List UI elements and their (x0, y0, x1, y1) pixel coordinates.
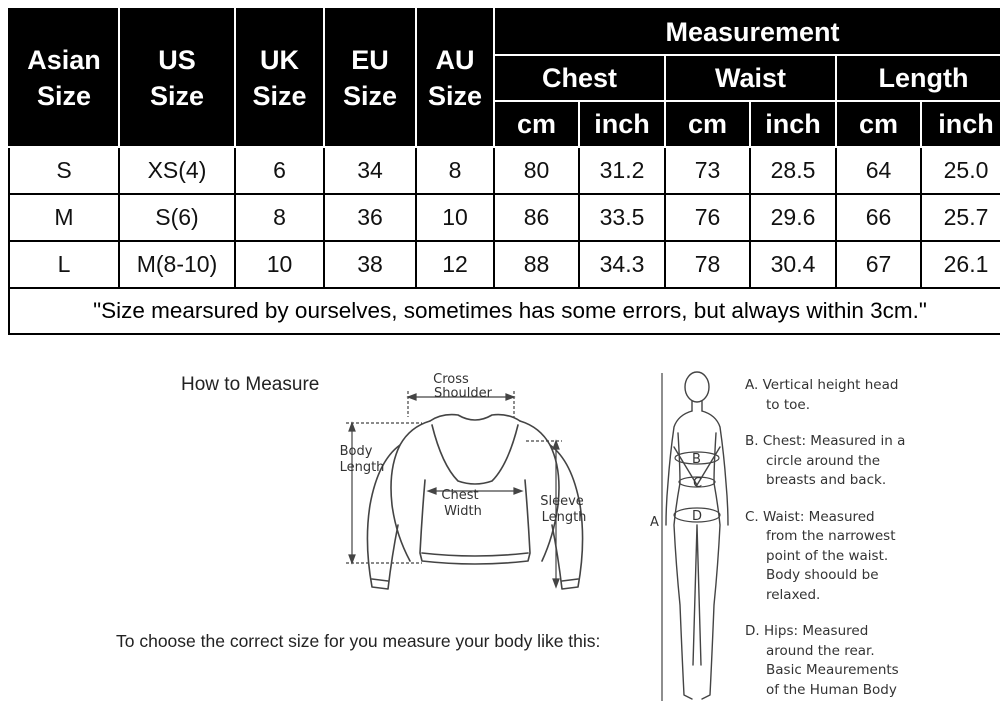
label-cross-shoulder: Shoulder (434, 386, 492, 401)
body-figure (640, 365, 740, 710)
header-chest: Chest (494, 55, 665, 101)
table-cell: 25.7 (921, 194, 1000, 241)
table-cell: S (9, 147, 119, 194)
size-chart-table (8, 8, 1000, 335)
header-unit: inch (921, 101, 1000, 147)
marker-d: D (692, 509, 703, 524)
table-cell: M (9, 194, 119, 241)
label-sleeve-length: Sleeve (540, 494, 584, 509)
table-cell: 36 (324, 194, 416, 241)
table-cell: 80 (494, 147, 579, 194)
table-row (9, 147, 1000, 194)
table-cell: L (9, 241, 119, 288)
header-asian-size: Asian Size (9, 9, 119, 147)
header-uk-size: UK Size (235, 9, 324, 147)
table-cell: 10 (235, 241, 324, 288)
definition-item (745, 508, 995, 606)
definition-line: Basic Meaurements (766, 662, 899, 678)
definition-item (745, 622, 995, 700)
label-body-length: Body (339, 444, 373, 459)
table-cell: 76 (665, 194, 750, 241)
header-waist: Waist (665, 55, 836, 101)
header-eu-size: EU Size (324, 9, 416, 147)
measure-instruction: To choose the correct size for you measure your body like this: (116, 631, 601, 651)
header-unit: inch (579, 101, 665, 147)
header-measurement: Measurement (494, 9, 1000, 55)
definition-line: Body shoould be (766, 567, 879, 583)
label-chest-width: Chest (441, 488, 479, 503)
definition-line: from the narrowest (766, 528, 896, 544)
definition-line: B. Chest: Measured in a (745, 433, 906, 449)
sweater-diagram (330, 365, 620, 605)
table-cell: 34 (324, 147, 416, 194)
definition-line: A. Vertical height head (745, 377, 899, 393)
definition-line: of the Human Body (766, 681, 897, 698)
header-length: Length (836, 55, 1000, 101)
table-cell: 29.6 (750, 194, 836, 241)
table-cell: 78 (665, 241, 750, 288)
table-cell: 88 (494, 241, 579, 288)
table-cell: 25.0 (921, 147, 1000, 194)
definition-line: around the rear. (766, 642, 875, 659)
definition-line: to toe. (766, 396, 810, 413)
definition-line: point of the waist. (766, 547, 889, 564)
table-cell: 8 (416, 147, 494, 194)
table-cell: 38 (324, 241, 416, 288)
table-cell: 66 (836, 194, 921, 241)
definition-item (745, 432, 995, 491)
table-row (9, 194, 1000, 241)
table-cell: M(8-10) (119, 241, 235, 288)
marker-a: A (650, 515, 659, 530)
table-cell: 31.2 (579, 147, 665, 194)
marker-b: B (692, 452, 701, 467)
table-cell: XS(4) (119, 147, 235, 194)
table-cell: 67 (836, 241, 921, 288)
definition-line: D. Hips: Measured (745, 623, 869, 639)
measurement-note: "Size mearsured by ourselves, sometimes has some errors, but always within 3cm." (9, 288, 1000, 334)
header-unit: cm (494, 101, 579, 147)
table-cell: S(6) (119, 194, 235, 241)
label-cross-shoulder: Cross (433, 372, 469, 387)
definition-line: breasts and back. (766, 472, 887, 488)
table-cell: 6 (235, 147, 324, 194)
label-sleeve-length: Length (541, 510, 587, 525)
table-cell: 26.1 (921, 241, 1000, 288)
table-row (9, 241, 1000, 288)
header-au-size: AU Size (416, 9, 494, 147)
definition-line: C. Waist: Measured (745, 508, 875, 525)
table-cell: 28.5 (750, 147, 836, 194)
table-cell: 30.4 (750, 241, 836, 288)
table-cell: 10 (416, 194, 494, 241)
header-unit: cm (836, 101, 921, 147)
table-cell: 86 (494, 194, 579, 241)
marker-c: C (693, 476, 703, 491)
definition-line: circle around the (766, 452, 881, 469)
table-cell: 64 (836, 147, 921, 194)
table-cell: 12 (416, 241, 494, 288)
table-cell: 33.5 (579, 194, 665, 241)
definition-item (745, 376, 995, 415)
header-unit: cm (665, 101, 750, 147)
how-to-measure-title: How to Measure (181, 374, 320, 395)
table-cell: 8 (235, 194, 324, 241)
table-cell: 73 (665, 147, 750, 194)
measurement-definitions (745, 376, 995, 717)
header-unit: inch (750, 101, 836, 147)
label-body-length: Length (339, 460, 385, 475)
header-us-size: US Size (119, 9, 235, 147)
definition-line: relaxed. (766, 586, 821, 603)
table-cell: 34.3 (579, 241, 665, 288)
label-chest-width: Width (444, 504, 482, 519)
